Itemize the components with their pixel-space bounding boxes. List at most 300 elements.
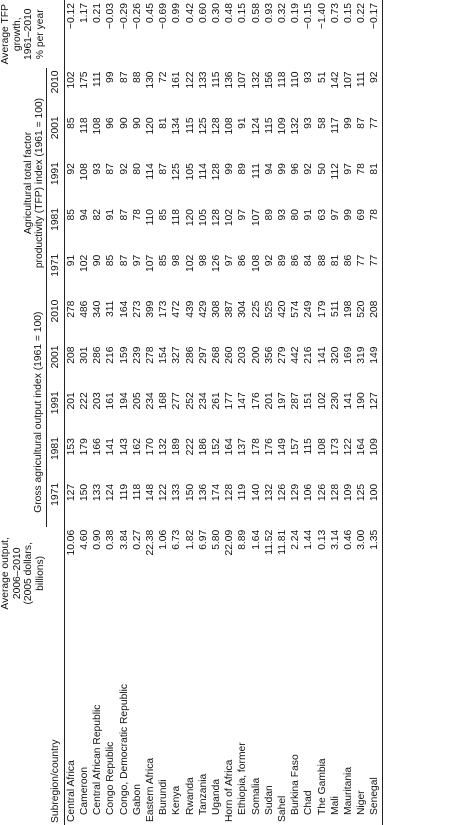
table-body: [64, 0, 382, 825]
tfp-growth-cell: 1.17: [78, 3, 90, 24]
output-cell: 3.00: [356, 529, 368, 550]
tfp-index-cell: 99: [342, 208, 354, 221]
output-cell: 22.38: [144, 529, 156, 556]
gross-index-cell: 327: [171, 346, 183, 364]
table-row: [157, 0, 170, 825]
table-row: [210, 0, 223, 825]
output-cell: 6.73: [171, 529, 183, 550]
gross-index-cell: 162: [131, 438, 143, 456]
tfp-index-cell: 89: [237, 163, 249, 175]
region-name-cell: Cameroon: [78, 766, 90, 815]
gross-index-cell: 319: [356, 346, 368, 364]
tfp-index-cell: 110: [144, 208, 156, 226]
gross-index-cell: 239: [131, 346, 143, 364]
tfp-index-cell: 85: [65, 208, 77, 221]
table-row: [223, 0, 236, 825]
gross-index-cell: 147: [237, 392, 249, 410]
gross-index-cell: 149: [276, 438, 288, 456]
gross-index-cell: 286: [184, 346, 196, 364]
region-name-cell: Kenya: [171, 785, 183, 815]
tfp-index-cell: 78: [368, 206, 382, 252]
gross-index-cell: 511: [329, 300, 341, 318]
tfp-index-cell: 87: [105, 163, 117, 175]
tfp-index-cell: 111: [356, 71, 368, 88]
region-name-cell: Tanzania: [197, 773, 209, 815]
tfp-index-cell: 112: [329, 163, 341, 180]
tfp-index-cell: 118: [171, 208, 183, 226]
tfp-index-cell: 96: [105, 117, 117, 129]
gross-index-cell: 429: [197, 300, 209, 318]
tfp-index-cell: 77: [368, 252, 382, 298]
tfp-growth-cell: −0.26: [131, 3, 143, 30]
tfp-index-cell: 128: [210, 117, 222, 135]
tfp-index-cell: 122: [184, 71, 196, 89]
gross-index-cell: 230: [329, 392, 341, 410]
tfp-index-cell: 77: [356, 254, 368, 267]
tfp-growth-cell: 0.48: [224, 3, 236, 24]
gross-index-cell: 102: [316, 392, 328, 410]
gross-index-cell: 119: [237, 483, 249, 501]
gross-index-cell: 137: [237, 438, 249, 456]
tfp-index-cell: 78: [356, 163, 368, 175]
gross-index-cell: 149: [368, 344, 382, 390]
region-name-cell: Sahel: [276, 795, 288, 822]
tfp-index-cell: 91: [105, 208, 117, 221]
tfp-index-cell: 58: [316, 117, 328, 129]
tfp-index-cell: 107: [342, 71, 354, 89]
tfp-index-cell: 130: [144, 71, 156, 89]
tfp-growth-cell: −1.40: [316, 3, 328, 30]
tfp-index-cell: 97: [131, 254, 143, 267]
output-cell: 1.44: [303, 529, 315, 550]
tfp-index-cell: 108: [92, 117, 104, 135]
table-row: [91, 0, 104, 825]
gross-index-cell: 525: [263, 300, 275, 318]
region-name-cell: Congo Republic: [105, 741, 117, 815]
gross-index-cell: 308: [210, 300, 222, 318]
tfp-index-cell: 161: [171, 71, 183, 89]
tfp-index-cell: 93: [303, 71, 315, 83]
gross-index-cell: 399: [144, 300, 156, 318]
tfp-growth-cell: 0.19: [290, 3, 302, 24]
gross-index-cell: 190: [356, 392, 368, 410]
gross-index-cell: 154: [158, 346, 170, 364]
tfp-growth-cell: 0.73: [329, 3, 341, 24]
tfp-index-cell: 118: [78, 117, 90, 134]
gross-index-cell: 159: [118, 346, 130, 364]
tfp-index-cell: 51: [316, 71, 328, 83]
gross-index-cell: 173: [329, 438, 341, 456]
tfp-index-cell: 120: [184, 208, 196, 227]
gross-index-cell: 176: [250, 392, 262, 410]
region-name-cell: Sudan: [263, 785, 275, 815]
gross-index-cell: 106: [303, 483, 315, 502]
gross-index-cell: 128: [224, 483, 236, 502]
tfp-index-cell: 93: [276, 208, 288, 221]
tfp-index-cell: 115: [184, 117, 196, 134]
growth-header-line: 1961–2010: [23, 8, 34, 61]
table-row: [184, 0, 197, 825]
gross-index-cell: 201: [65, 392, 77, 410]
gross-output-group-header: Gross agricultural output index (1961 = 100): [0, 298, 46, 527]
output-cell: 0.46: [342, 529, 354, 550]
table-row: [104, 0, 117, 825]
region-name-cell: Mauritania: [342, 766, 354, 815]
output-header-line: Average output,: [0, 537, 11, 610]
tfp-index-cell: 86: [290, 254, 302, 267]
tfp-index-cell: 94: [78, 208, 90, 221]
tfp-index-cell: 120: [144, 117, 156, 135]
tfp-index-cell: 156: [263, 71, 275, 89]
tfp-growth-cell: 0.15: [237, 3, 249, 24]
tfp-index-cell: 114: [144, 163, 156, 180]
gross-index-cell: 136: [197, 483, 209, 502]
gross-index-cell: 297: [197, 346, 209, 364]
gross-year-header: 1981: [46, 435, 64, 481]
tfp-index-cell: 97: [237, 208, 249, 221]
region-name-cell: Central Africa: [65, 760, 77, 822]
tfp-index-cell: 86: [237, 254, 249, 267]
output-header-line: 2006–2010: [11, 547, 23, 600]
gross-index-cell: 387: [224, 300, 236, 318]
tfp-growth-cell: −0.12: [65, 3, 77, 30]
output-cell: 3.84: [118, 529, 130, 550]
table-row: [144, 0, 157, 825]
tfp-index-cell: 87: [118, 254, 130, 267]
gross-index-cell: 252: [184, 392, 196, 410]
output-column-header-spacer: [46, 527, 64, 620]
output-cell: 0.38: [105, 529, 117, 550]
region-column-header: Subregion/country: [46, 620, 64, 825]
table-row: [329, 0, 342, 825]
gross-index-cell: 311: [105, 300, 117, 318]
gross-index-cell: 126: [276, 483, 288, 502]
tfp-index-cell: 97: [224, 254, 236, 267]
table-row: [289, 0, 302, 825]
tfp-index-cell: 99: [224, 163, 236, 175]
tfp-index-cell: 118: [276, 71, 288, 88]
gross-index-cell: 249: [303, 300, 315, 318]
output-cell: 8.89: [237, 529, 249, 550]
tfp-index-cell: 125: [171, 163, 183, 181]
tfp-year-header: 2010: [46, 68, 64, 114]
gross-index-cell: 126: [316, 483, 328, 502]
tfp-index-cell: 85: [105, 254, 117, 267]
region-name-cell: Chad: [303, 790, 315, 815]
gross-index-cell: 208: [65, 346, 77, 364]
tfp-index-cell: 93: [92, 163, 104, 175]
tfp-index-cell: 132: [250, 71, 262, 89]
region-name-cell: Horn of Africa: [224, 759, 236, 822]
gross-index-cell: 164: [356, 438, 368, 456]
gross-index-cell: 161: [105, 392, 117, 410]
gross-index-cell: 301: [78, 346, 90, 364]
output-cell: 0.13: [316, 529, 328, 550]
gross-index-cell: 200: [250, 346, 262, 364]
growth-header-line: % per year: [34, 9, 46, 60]
table-row: [355, 0, 368, 825]
gross-index-cell: 574: [290, 300, 302, 318]
tfp-growth-cell: −0.03: [105, 3, 117, 30]
output-cell: 11.52: [263, 529, 275, 555]
tfp-growth-cell: 0.22: [356, 3, 368, 24]
gross-index-cell: 141: [316, 346, 328, 364]
region-name-cell: The Gambia: [316, 758, 328, 815]
gross-index-cell: 133: [171, 483, 183, 502]
tfp-growth-cell: −0.29: [118, 3, 130, 30]
gross-index-cell: 340: [92, 300, 104, 318]
tfp-index-cell: 107: [250, 208, 262, 227]
tfp-index-cell: 132: [290, 117, 302, 135]
average-output-header: [0, 527, 46, 620]
table-row: [170, 0, 183, 825]
tfp-index-cell: 82: [92, 208, 104, 221]
tfp-index-cell: 111: [250, 163, 262, 179]
gross-index-cell: 148: [144, 483, 156, 502]
gross-index-cell: 225: [250, 300, 262, 318]
tfp-index-cell: 87: [118, 71, 130, 83]
output-cell: 10.06: [65, 529, 77, 556]
output-cell: 6.97: [197, 529, 209, 550]
gross-index-cell: 179: [316, 300, 328, 318]
region-name-cell: Niger: [356, 790, 368, 815]
gross-index-cell: 278: [144, 346, 156, 364]
gross-index-cell: 472: [171, 300, 183, 318]
table-row: [78, 0, 91, 825]
tfp-index-cell: 94: [263, 163, 275, 175]
gross-index-cell: 108: [316, 438, 328, 456]
table-row: [250, 0, 263, 825]
table-row: [64, 0, 78, 825]
region-name-cell: Rwanda: [184, 777, 196, 815]
tfp-index-cell: 78: [131, 208, 143, 221]
gross-index-cell: 439: [184, 300, 196, 318]
tfp-index-cell: 102: [78, 254, 90, 272]
gross-index-cell: 201: [263, 392, 275, 410]
region-name-cell: Senegal: [368, 620, 382, 825]
tfp-index-cell: 89: [263, 208, 275, 221]
tfp-growth-cell: 0.15: [342, 3, 354, 24]
tfp-index-cell: 97: [342, 163, 354, 175]
tfp-index-cell: 77: [368, 114, 382, 160]
gross-index-cell: 234: [197, 392, 209, 410]
output-cell: 11.81: [276, 529, 288, 555]
gross-index-cell: 150: [78, 483, 90, 502]
tfp-index-cell: 109: [276, 117, 288, 135]
tfp-growth-cell: −0.15: [303, 3, 315, 30]
gross-index-cell: 186: [197, 438, 209, 456]
gross-index-cell: 260: [224, 346, 236, 364]
gross-index-cell: 222: [78, 392, 90, 410]
region-name-cell: Ethiopia, former: [237, 742, 249, 815]
region-name-cell: Congo, Democratic Republic: [118, 683, 130, 815]
gross-index-cell: 356: [263, 346, 275, 364]
tfp-index-cell: 85: [158, 208, 170, 221]
gross-index-cell: 157: [290, 438, 302, 456]
tfp-index-cell: 80: [131, 163, 143, 175]
tfp-index-cell: 85: [65, 117, 77, 129]
region-name-cell: Mali: [329, 796, 341, 815]
gross-index-cell: 151: [303, 392, 315, 410]
gross-index-cell: 277: [171, 392, 183, 410]
gross-year-header: 2010: [46, 298, 64, 344]
region-name-cell: Gabon: [131, 784, 143, 815]
gross-year-header: 1971: [46, 481, 64, 527]
tfp-index-cell: 92: [65, 163, 77, 175]
tfp-index-cell: 81: [158, 117, 170, 129]
tfp-year-header: 1971: [46, 252, 64, 298]
tfp-index-cell: 97: [329, 208, 341, 221]
tfp-index-cell: 105: [184, 163, 196, 181]
tfp-index-cell: 98: [171, 254, 183, 267]
output-cell: 4.60: [78, 529, 90, 550]
tfp-index-cell: 92: [303, 163, 315, 175]
gross-index-cell: 119: [118, 483, 130, 501]
gross-index-cell: 166: [92, 438, 104, 456]
tfp-index-cell: 102: [65, 71, 77, 89]
gross-index-cell: 141: [342, 392, 354, 410]
tfp-index-cell: 87: [158, 163, 170, 175]
gross-index-cell: 118: [131, 483, 143, 501]
tfp-index-cell: 90: [118, 117, 130, 129]
output-cell: 5.80: [210, 529, 222, 550]
tfp-index-cell: 91: [65, 254, 77, 267]
tfp-index-cell: 87: [118, 208, 130, 221]
tfp-growth-cell: 0.93: [263, 3, 275, 24]
tfp-index-cell: 85: [158, 254, 170, 267]
table-row: [316, 0, 329, 825]
tfp-index-group-header: [0, 68, 46, 297]
table-row: [302, 0, 315, 825]
gross-index-cell: 177: [224, 392, 236, 410]
tfp-index-cell: 92: [263, 254, 275, 267]
tfp-index-cell: 81: [329, 254, 341, 267]
tfp-index-cell: 108: [250, 254, 262, 272]
gross-index-cell: 164: [118, 300, 130, 318]
output-header-line: billions): [34, 555, 46, 591]
gross-index-cell: 176: [263, 438, 275, 456]
growth-column-header-spacer: [46, 0, 64, 68]
tfp-index-cell: 92: [118, 163, 130, 175]
tfp-index-cell: 84: [303, 254, 315, 267]
tfp-header-line: Agricultural total factor: [22, 131, 34, 235]
tfp-growth-cell: 0.32: [276, 3, 288, 24]
gross-index-cell: 222: [184, 438, 196, 456]
gross-index-cell: 122: [342, 438, 354, 456]
tfp-index-cell: 126: [210, 254, 222, 272]
gross-index-cell: 128: [329, 483, 341, 502]
tfp-growth-cell: −0.69: [158, 3, 170, 30]
gross-index-cell: 100: [368, 481, 382, 527]
tfp-index-cell: 88: [131, 71, 143, 83]
tfp-index-cell: 125: [197, 117, 209, 135]
tfp-index-cell: 136: [224, 71, 236, 89]
output-cell: 22.09: [224, 529, 236, 556]
gross-index-cell: 132: [158, 438, 170, 456]
table-row: [263, 0, 276, 825]
gross-year-header: 2001: [46, 344, 64, 390]
growth-header-line: growth,: [11, 17, 23, 52]
tfp-growth-cell: 0.21: [92, 3, 104, 24]
gross-index-cell: 442: [290, 346, 302, 364]
gross-index-cell: 198: [342, 300, 354, 318]
tfp-index-cell: 115: [263, 117, 275, 134]
output-header-line: (2005 dollars,: [23, 542, 34, 605]
tfp-growth-header: [0, 0, 46, 68]
gross-index-cell: 268: [210, 346, 222, 364]
tfp-growth-cell: 0.60: [197, 3, 209, 24]
gross-index-cell: 189: [171, 438, 183, 456]
tfp-index-cell: 91: [303, 208, 315, 221]
gross-index-cell: 234: [144, 392, 156, 410]
gross-index-cell: 169: [342, 346, 354, 364]
gross-index-cell: 179: [78, 438, 90, 456]
gross-index-cell: 279: [276, 346, 288, 364]
tfp-growth-cell: 0.30: [210, 3, 222, 24]
tfp-index-cell: 63: [316, 208, 328, 221]
tfp-year-header: 1991: [46, 160, 64, 206]
tfp-index-cell: 107: [237, 71, 249, 89]
tfp-index-cell: 69: [356, 208, 368, 221]
table-row: [118, 0, 131, 825]
gross-index-cell: 174: [210, 483, 222, 502]
region-header-spacer: [0, 620, 46, 825]
tfp-index-cell: 90: [131, 117, 143, 129]
tfp-index-cell: 96: [290, 163, 302, 175]
tfp-index-cell: 99: [342, 117, 354, 129]
gross-index-cell: 278: [65, 300, 77, 318]
region-name-cell: Burkina Faso: [290, 754, 302, 815]
tfp-index-cell: 107: [144, 254, 156, 272]
tfp-index-cell: 87: [356, 117, 368, 129]
output-cell: 1.35: [368, 527, 382, 620]
tfp-header-line: productivity (TFP) index (1961 = 100): [34, 97, 45, 269]
tfp-growth-cell: 0.99: [171, 3, 183, 24]
gross-index-cell: 273: [131, 300, 143, 318]
tfp-index-cell: 115: [210, 71, 222, 88]
tfp-index-cell: 72: [158, 71, 170, 83]
tfp-index-cell: 91: [237, 117, 249, 129]
tfp-index-cell: 88: [316, 254, 328, 267]
gross-index-cell: 286: [92, 346, 104, 364]
gross-index-cell: 216: [303, 346, 315, 364]
tfp-index-cell: 99: [105, 71, 117, 83]
gross-index-cell: 150: [184, 483, 196, 502]
tfp-index-cell: 134: [171, 117, 183, 135]
gross-index-cell: 203: [237, 346, 249, 364]
region-name-cell: Burundi: [158, 779, 170, 815]
output-cell: 3.14: [329, 529, 341, 550]
gross-index-cell: 486: [78, 300, 90, 318]
gross-index-cell: 304: [237, 300, 249, 318]
gross-index-cell: 127: [368, 389, 382, 435]
table-row: [342, 0, 355, 825]
tfp-index-cell: 86: [342, 254, 354, 267]
tfp-index-cell: 111: [92, 71, 104, 88]
gross-index-cell: 164: [224, 438, 236, 456]
region-name-cell: Central African Republic: [92, 704, 104, 815]
gross-index-cell: 152: [210, 438, 222, 456]
table-row: [131, 0, 144, 825]
table-row: [197, 0, 210, 825]
output-cell: 1.82: [184, 529, 196, 550]
tfp-index-cell: 105: [197, 208, 209, 227]
gross-index-cell: 287: [290, 392, 302, 410]
tfp-index-cell: 98: [197, 254, 209, 267]
gross-index-cell: 125: [356, 483, 368, 502]
tfp-index-cell: 124: [250, 117, 262, 135]
tfp-growth-cell: 0.58: [250, 3, 262, 24]
